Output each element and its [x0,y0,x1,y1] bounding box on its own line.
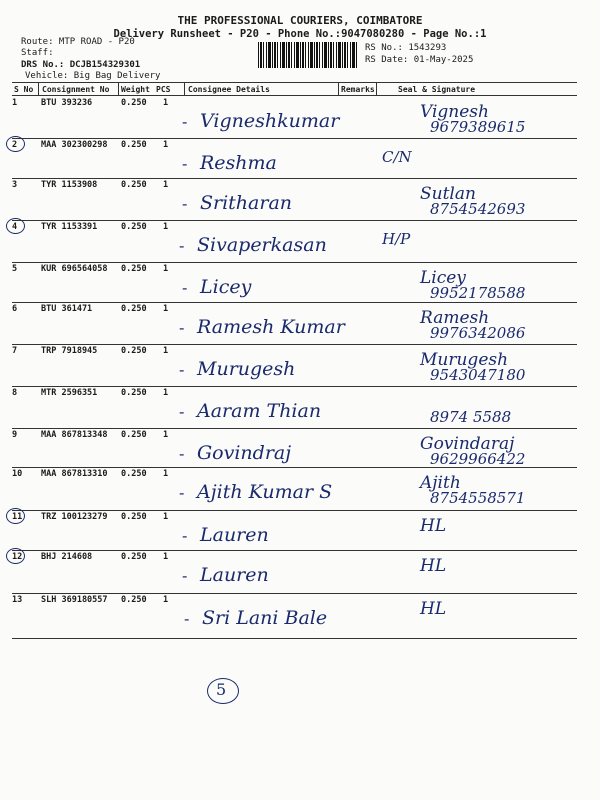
row-weight: 0.250 [121,98,147,108]
vehicle-label: Vehicle: Big Bag Delivery [25,71,161,81]
rs-number: RS No.: 1543293 [365,43,447,53]
col-sno: S No [14,85,34,94]
row-phone: 8754542693 [430,200,526,218]
row-consignment: TYR 1153391 [41,222,98,232]
dash-mark: - [182,566,188,585]
row-phone: 9952178588 [430,284,526,302]
row-consignee: Licey [200,276,252,298]
row-consignment: BHJ 214608 [41,552,93,562]
row-consignee: Sivaperkasan [197,234,327,256]
route-label: Route: MTP ROAD - P20 [21,37,135,47]
row-pcs: 1 [163,222,169,232]
dash-mark: - [182,112,188,131]
row-consignee: Ramesh Kumar [197,316,345,338]
col-pcs: PCS [156,85,171,94]
row-phone: 9629966422 [430,450,526,468]
row-weight: 0.250 [121,388,147,398]
row-weight: 0.250 [121,512,147,522]
row-pcs: 1 [163,304,169,314]
row-sno: 8 [12,388,18,398]
row-pcs: 1 [163,140,169,150]
dash-mark: - [182,194,188,213]
company-title: THE PROFESSIONAL COURIERS, COIMBATORE [177,14,423,27]
row-weight: 0.250 [121,552,147,562]
row-consignee: Aaram Thian [197,400,322,422]
row-seal: Ramesh [420,308,490,328]
row-sno: 2 [12,140,18,150]
row-consignee: Lauren [200,524,269,546]
row-consignee: Reshma [200,152,277,174]
row-pcs: 1 [163,552,169,562]
row-consignment: MAA 867813348 [41,430,108,440]
row-pcs: 1 [163,180,169,190]
row-sno: 7 [12,346,18,356]
row-seal: HL [420,556,447,576]
row-weight: 0.250 [121,430,147,440]
row-weight: 0.250 [121,595,147,605]
row-consignment: KUR 696564058 [41,264,108,274]
row-seal: HL [420,599,447,619]
dash-mark: - [184,609,190,628]
row-consignment: TYR 1153908 [41,180,98,190]
dash-mark: - [179,402,185,421]
barcode [258,42,358,68]
row-weight: 0.250 [121,469,147,479]
row-phone: 9679389615 [430,118,526,136]
sno-circle [6,136,25,152]
row-consignment: BTU 393236 [41,98,93,108]
dash-mark: - [182,154,188,173]
dash-mark: - [179,483,185,502]
row-remarks: H/P [382,230,411,248]
col-remarks: Remarks [341,85,375,94]
row-weight: 0.250 [121,304,147,314]
drs-number: DRS No.: DCJB154329301 [21,60,141,70]
row-seal: Murugesh [420,350,509,370]
dash-mark: - [179,444,185,463]
row-pcs: 1 [163,469,169,479]
row-seal: Govindaraj [420,434,515,454]
row-sno: 10 [12,469,23,479]
total-mark: 5 [216,680,227,699]
row-pcs: 1 [163,512,169,522]
row-seal: Sutlan [420,184,476,204]
row-consignment: MTR 2596351 [41,388,98,398]
dash-mark: - [182,526,188,545]
row-sno: 6 [12,304,18,314]
row-weight: 0.250 [121,180,147,190]
row-seal: Ajith [420,473,461,493]
row-consignee: Lauren [200,564,269,586]
dash-mark: - [182,278,188,297]
row-consignee: Sri Lani Bale [202,607,328,629]
row-sno: 9 [12,430,18,440]
row-consignment: TRZ 100123279 [41,512,108,522]
row-weight: 0.250 [121,346,147,356]
col-seal: Seal & Signature [398,85,476,94]
row-consignment: BTU 361471 [41,304,93,314]
row-pcs: 1 [163,388,169,398]
row-consignment: SLH 369180557 [41,595,108,605]
row-pcs: 1 [163,264,169,274]
rs-date: RS Date: 01-May-2025 [365,55,474,65]
row-consignee: Ajith Kumar S [197,481,333,503]
row-remarks: C/N [382,148,412,166]
dash-mark: - [179,318,185,337]
col-weight: Weight [121,85,150,94]
row-consignee: Murugesh [197,358,296,380]
row-seal: Vignesh [420,102,489,122]
dash-mark: - [179,360,185,379]
row-seal: Licey [420,268,466,288]
row-sno: 12 [12,552,23,562]
sno-circle [6,218,25,234]
row-sno: 4 [12,222,18,232]
row-sno: 11 [12,512,23,522]
col-consignment: Consignment No [42,85,110,94]
row-consignee: Vigneshkumar [200,110,340,132]
row-sno: 1 [12,98,18,108]
row-phone: 8754558571 [430,489,526,507]
row-pcs: 1 [163,98,169,108]
col-consignee: Consignee Details [188,85,270,94]
row-consignee: Sritharan [200,192,293,214]
row-consignment: MAA 302300298 [41,140,108,150]
sno-circle [6,548,25,564]
row-seal: HL [420,516,447,536]
row-pcs: 1 [163,595,169,605]
row-phone: 9976342086 [430,324,526,342]
staff-label: Staff: [21,48,54,58]
row-sno: 5 [12,264,18,274]
row-pcs: 1 [163,430,169,440]
row-weight: 0.250 [121,222,147,232]
dash-mark: - [179,236,185,255]
row-consignment: TRP 7918945 [41,346,98,356]
row-consignee: Govindraj [197,442,292,464]
row-weight: 0.250 [121,264,147,274]
row-phone: 9543047180 [430,366,526,384]
runsheet-subtitle: Delivery Runsheet - P20 - Phone No.:9047080280 - Page No.:1 [113,28,487,40]
row-sno: 13 [12,595,23,605]
row-sno: 3 [12,180,18,190]
sno-circle [6,508,25,524]
row-weight: 0.250 [121,140,147,150]
row-phone: 8974 5588 [430,408,512,426]
row-consignment: MAA 867813310 [41,469,108,479]
row-pcs: 1 [163,346,169,356]
